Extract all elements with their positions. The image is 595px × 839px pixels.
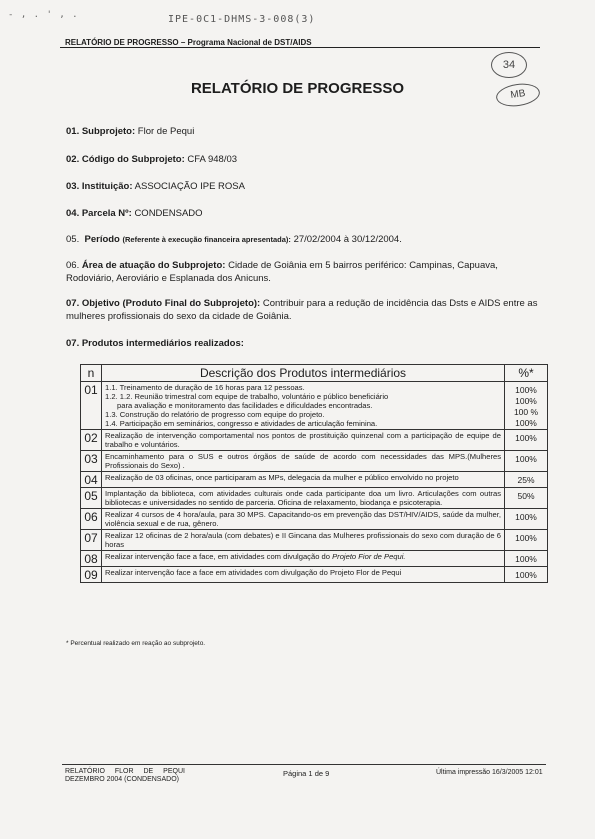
row-subitem: 1.3. Construção do relatório de progresso com equipe do projeto. bbox=[105, 410, 325, 419]
row-number: 04 bbox=[81, 472, 102, 488]
row-number: 03 bbox=[81, 451, 102, 472]
row-percent: 100% bbox=[505, 530, 548, 551]
table-row bbox=[81, 488, 548, 509]
table-row bbox=[81, 551, 548, 567]
field-area-label: Área de atuação do Subprojeto: bbox=[81, 260, 226, 271]
field-periodo-note: (Referente à execução financeira apresentada): bbox=[122, 235, 291, 244]
field-objetivo-label: 07. Objetivo (Produto Final do Subprojeto): bbox=[66, 298, 261, 309]
handwritten-page-mark: 34 bbox=[491, 52, 527, 78]
header-description: Descrição dos Produtos intermediários bbox=[102, 365, 505, 382]
row-description-italic: Projeto Fior de Pequi. bbox=[332, 552, 406, 561]
row-subitem: 1.2. 1.2. Reunião trimestral com equipe de trabalho, voluntário e público beneficiário bbox=[105, 392, 389, 401]
row-subitem: 1.4. Participação em seminários, congresso e atividades de articulação feminina. bbox=[105, 419, 378, 428]
table-row bbox=[81, 451, 548, 472]
row-percent: 100% bbox=[505, 567, 548, 583]
row-number: 02 bbox=[81, 430, 102, 451]
row-percent: 25% bbox=[505, 472, 548, 488]
products-table bbox=[80, 364, 548, 583]
field-instituicao bbox=[66, 180, 546, 193]
row-number: 01 bbox=[81, 382, 102, 430]
row-percent: 100% bbox=[505, 430, 548, 451]
field-codigo bbox=[66, 153, 546, 166]
row-subitem-percent: 100% bbox=[515, 385, 537, 395]
row-subitem-percent: 100% bbox=[515, 396, 537, 406]
field-instituicao-label: 03. Instituição: bbox=[66, 181, 133, 192]
field-objetivo-value: Contribuir para a redução de incidência das Dsts e AIDS entre as mulheres profissionais do sexo da cidade de Goiânia. bbox=[66, 298, 538, 322]
field-periodo bbox=[66, 233, 546, 246]
handwritten-document-code: IPE-0C1-DHMS-3-008(3) bbox=[168, 14, 316, 25]
field-instituicao-value: ASSOCIAÇÃO IPE ROSA bbox=[134, 181, 245, 192]
row-number: 07 bbox=[81, 530, 102, 551]
field-objetivo bbox=[66, 297, 546, 323]
row-number: 05 bbox=[81, 488, 102, 509]
footer-divider bbox=[62, 764, 546, 765]
scan-specks: - , . ' , . bbox=[8, 10, 79, 20]
table-footnote: * Percentual realizado em reação ao subprojeto. bbox=[66, 640, 206, 647]
row-description: Realizar 4 cursos de 4 hora/aula, para 30 MPS. Capacitando-os em prevenção das DST/HIV/AIDS, saúde da mulher, violência sexual e de rua, gênero. bbox=[102, 509, 505, 530]
row-description bbox=[102, 551, 505, 567]
table-header-row bbox=[81, 365, 548, 382]
row-subitem-percent: 100% bbox=[515, 418, 537, 428]
row-description bbox=[102, 382, 505, 430]
field-subprojeto bbox=[66, 125, 546, 138]
row-description: Realização de 03 oficinas, once participaram as MPs, delegacia da mulher e público envolvido no projeto bbox=[102, 472, 505, 488]
handwritten-initials-mark: MB bbox=[495, 81, 542, 109]
row-subitem: 1.1. Treinamento de duração de 16 horas para 12 pessoas. bbox=[105, 383, 305, 392]
row-description: Realizar 12 oficinas de 2 hora/aula (com debates) e II Gincana das Mulheres profissionais do sexo com duração de 6 horas bbox=[102, 530, 505, 551]
field-codigo-label: 02. Código do Subprojeto: bbox=[66, 154, 185, 165]
row-description-main: Realizar intervenção face a face, em atividades com divulgação do bbox=[105, 552, 333, 561]
footer-document-name: RELATÓRIO FLOR DE PEQUI bbox=[65, 768, 185, 775]
field-area-value: Cidade de Goiânia em 5 bairros periférico: Campinas, Capuava, Rodoviário, Aeroviário e Esplanada dos Anicuns. bbox=[66, 260, 498, 284]
footer-document-date: DEZEMBRO 2004 (CONDENSADO) bbox=[65, 776, 179, 783]
products-heading: 07. Produtos intermediários realizados: bbox=[66, 338, 244, 349]
field-periodo-label: Período bbox=[84, 234, 120, 245]
row-number: 09 bbox=[81, 567, 102, 583]
field-parcela-label: 04. Parcela Nº: bbox=[66, 208, 132, 219]
header-n: n bbox=[81, 365, 102, 382]
footer-print-date: Última impressão 16/3/2005 12:01 bbox=[436, 769, 543, 776]
row-percent: 100% bbox=[505, 509, 548, 530]
row-description: Encaminhamento para o SUS e outros órgãos de saúde de acordo com necessidades das MPS.(Mulheres Profissionais do Sexo) . bbox=[102, 451, 505, 472]
field-area bbox=[66, 259, 546, 285]
row-number: 06 bbox=[81, 509, 102, 530]
field-subprojeto-value: Flor de Pequi bbox=[137, 126, 195, 137]
field-subprojeto-label: 01. Subprojeto: bbox=[66, 126, 136, 137]
footer-page-number: Página 1 de 9 bbox=[283, 769, 330, 778]
header-percent: %* bbox=[505, 365, 548, 382]
row-description: Realizar intervenção face a face em atividades com divulgação do Projeto Flor de Pequi bbox=[102, 567, 505, 583]
table-row bbox=[81, 430, 548, 451]
table-row bbox=[81, 472, 548, 488]
running-header: RELATÓRIO DE PROGRESSO – Programa Nacional de DST/AIDS bbox=[65, 38, 312, 47]
field-periodo-value: 27/02/2004 à 30/12/2004. bbox=[293, 234, 402, 245]
field-parcela bbox=[66, 207, 546, 220]
document-title: RELATÓRIO DE PROGRESSO bbox=[190, 80, 405, 97]
row-percent: 100% bbox=[505, 551, 548, 567]
row-description: Implantação da biblioteca, com atividades culturais onde cada participante doa um livro. Articulações com outras bibliotecas e universidades no sentido de parceria. Oficina de relaxamento, biodança e psicoterapia. bbox=[102, 488, 505, 509]
row-percent: 100% bbox=[505, 451, 548, 472]
table-row bbox=[81, 509, 548, 530]
row-description: Realização de intervenção comportamental nos pontos de prostituição quinzenal com a participação de equipe de trabalho e voluntários. bbox=[102, 430, 505, 451]
row-subitem-percent: 100 % bbox=[513, 407, 539, 417]
field-area-number: 06. bbox=[66, 260, 80, 271]
row-percent: 50% bbox=[505, 488, 548, 509]
field-codigo-value: CFA 948/03 bbox=[187, 154, 238, 165]
footer-document-info bbox=[65, 768, 185, 784]
table-row bbox=[81, 382, 548, 430]
field-periodo-number: 05. bbox=[66, 234, 80, 245]
table-row bbox=[81, 567, 548, 583]
table-row bbox=[81, 530, 548, 551]
row-percent bbox=[505, 382, 548, 430]
field-parcela-value: CONDENSADO bbox=[134, 208, 203, 219]
row-subitem: para avaliação e monitoramento das facilidades e dificuldades encontradas. bbox=[117, 401, 373, 410]
header-divider bbox=[60, 47, 540, 48]
row-number: 08 bbox=[81, 551, 102, 567]
